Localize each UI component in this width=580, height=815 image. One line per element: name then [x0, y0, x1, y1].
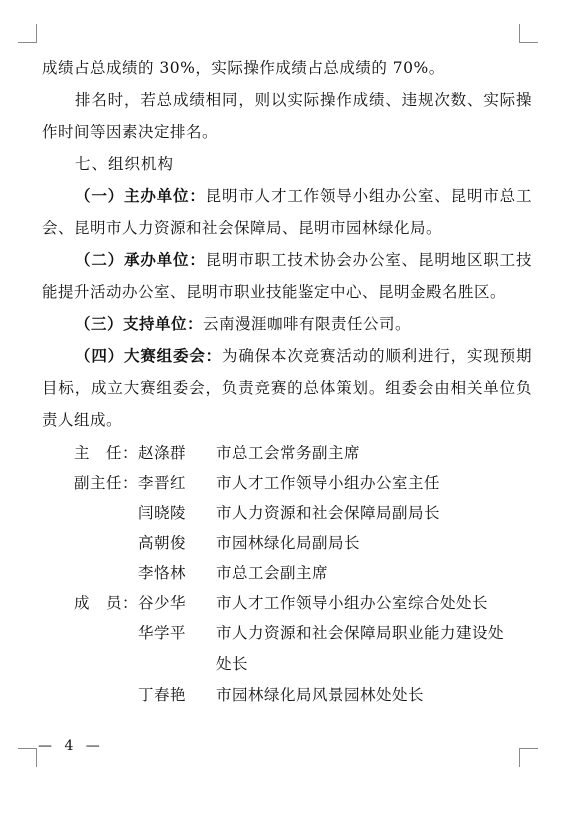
document-page	[42, 52, 532, 710]
roster-name: 李恪林	[138, 564, 187, 582]
roster-role: 主 任：	[74, 444, 139, 462]
org-text: 云南漫涯咖啡有限责任公司。	[203, 315, 412, 333]
org-host-units	[42, 180, 532, 244]
roster-row	[42, 468, 532, 498]
roster-row	[42, 618, 532, 680]
roster-name: 高朝俊	[138, 534, 187, 552]
roster-row	[42, 558, 532, 588]
roster-role: 成 员：	[74, 594, 139, 612]
roster-role	[42, 618, 138, 680]
roster-role	[42, 498, 138, 528]
section-heading: 七、组织机构	[75, 155, 175, 173]
org-text: 昆明市人才工作领导小组办公室、昆明市总工会、昆明市人力资源和社会保障局、昆明市园林绿化局。	[42, 187, 532, 237]
roster-row	[42, 528, 532, 558]
roster-title: 市总工会副主席	[216, 564, 329, 582]
roster-title: 市人才工作领导小组办公室综合处处长	[216, 594, 489, 612]
paragraph-ranking-rule: 排名时，若总成绩相同，则以实际操作成绩、违规次数、实际操作时间等因素决定排名。	[42, 91, 532, 141]
org-organizer-units	[42, 244, 532, 308]
roster-row	[42, 588, 532, 618]
roster-row	[42, 438, 532, 468]
org-label: （三）支持单位：	[75, 314, 204, 333]
roster-title: 市人才工作领导小组办公室主任	[216, 474, 441, 492]
committee-roster	[42, 438, 532, 710]
roster-row	[42, 498, 532, 528]
org-text: 为确保本次竞赛活动的顺利进行，实现预期目标，成立大赛组委会，负责竞赛的总体策划。组委会由相关单位负责人组成。	[42, 347, 532, 429]
crop-mark-top-right	[519, 24, 538, 43]
roster-role	[42, 680, 138, 710]
org-support-units	[42, 308, 532, 340]
roster-name: 李晋红	[138, 474, 187, 492]
roster-name: 华学平	[138, 624, 187, 642]
org-label: （四）大赛组委会：	[75, 346, 222, 365]
page-number: — 4 —	[38, 738, 104, 754]
crop-mark-top-left	[18, 24, 37, 43]
roster-name: 谷少华	[138, 594, 187, 612]
roster-title: 市园林绿化局风景园林处处长	[216, 686, 425, 704]
roster-role	[42, 528, 138, 558]
org-label: （二）承办单位：	[75, 250, 206, 269]
roster-role: 副主任：	[74, 474, 139, 492]
roster-role	[42, 558, 138, 588]
roster-title: 市人力资源和社会保障局副局长	[216, 504, 441, 522]
crop-mark-bottom-right	[519, 748, 538, 767]
org-committee	[42, 340, 532, 436]
roster-title: 市人力资源和社会保障局职业能力建设处处长	[216, 624, 505, 673]
roster-title: 市总工会常务副主席	[216, 444, 361, 462]
org-label: （一）主办单位：	[75, 186, 206, 205]
roster-name: 闫晓陵	[138, 504, 187, 522]
paragraph-score-weights: 成绩占总成绩的 30%，实际操作成绩占总成绩的 70%。	[42, 59, 445, 77]
org-text: 昆明市职工技术协会办公室、昆明地区职工技能提升活动办公室、昆明市职业技能鉴定中心、昆明金殿名胜区。	[42, 251, 532, 301]
roster-title: 市园林绿化局副局长	[216, 534, 361, 552]
crop-mark-bottom-left	[18, 748, 37, 767]
roster-name: 丁春艳	[138, 686, 187, 704]
roster-row	[42, 680, 532, 710]
roster-name: 赵涤群	[138, 444, 187, 462]
